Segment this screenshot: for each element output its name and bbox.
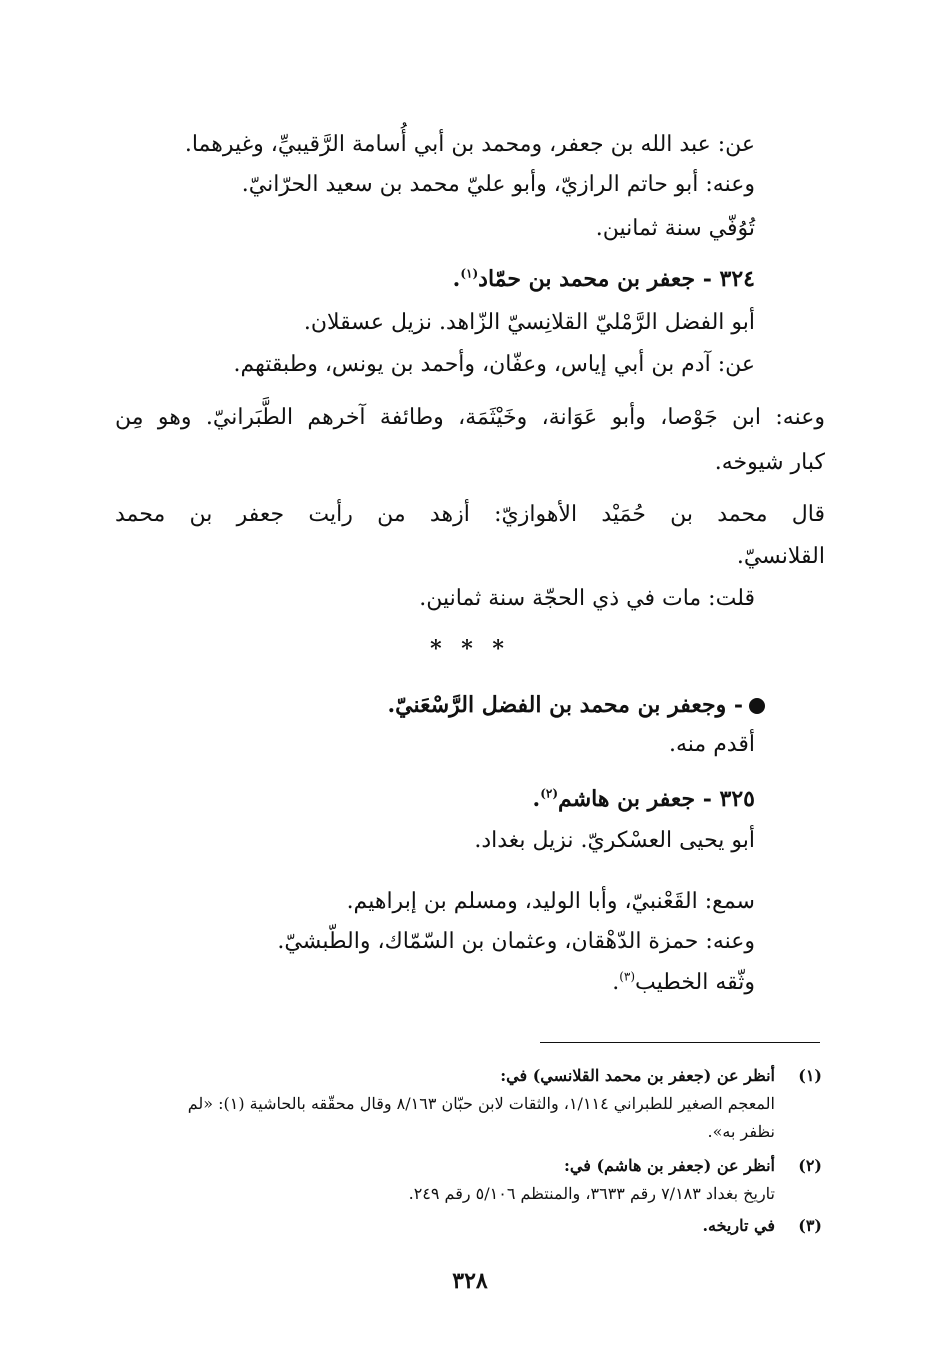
line-older: أقدم منه. <box>668 732 755 757</box>
footnote-1-line-1: أنظر عن (جعفر بن محمد القلانسي) في: <box>500 1066 775 1085</box>
footnote-1-line-3: نظفر به». <box>707 1122 775 1141</box>
line-quote-ahwazi: قال محمد بن حُمَيْد الأهوازيّ: أزهد من رأيت جعفر بن محمد <box>115 502 825 527</box>
footnote-1-line-2: المعجم الصغير للطبراني ١/١١٤، والثقات لابن حبّان ٨/١٦٣ وقال محقّقه بالحاشية (١): «لم <box>187 1094 775 1113</box>
footnote-rule <box>540 1042 820 1043</box>
footnote-2-number: (٢) <box>798 1156 822 1175</box>
footnote-2-line-2: تاريخ بغداد ٧/١٨٣ رقم ٣٦٣٣، والمنتظم ٥/١٠٦ رقم ٢٤٩. <box>408 1184 775 1203</box>
section-divider-stars: * * * <box>430 636 510 662</box>
entry-324-heading: ٣٢٤ - جعفر بن محمد بن حمّاد$^{(١)}$. <box>452 266 755 292</box>
line-death-note: قلت: مات في ذي الحجّة سنة ثمانين. <box>419 586 755 611</box>
line-kunya-324: أبو الفضل الرَّمْليّ القلانِسيّ الزّاهد. نزيل عسقلان. <box>303 310 755 335</box>
footnote-2-line-1: أنظر عن (جعفر بن هاشم) في: <box>564 1156 775 1175</box>
line-students-325: وعنه: حمزة الدّهْقان، وعثمان بن السّمّاك، والطّبشيّ. <box>277 929 755 954</box>
page-number: ٣٢٨ <box>452 1268 488 1294</box>
line-narrators-from: عن: عبد الله بن جعفر، ومحمد بن أبي أُسامة الرَّقيبيِّ، وغيرهما. <box>184 132 755 157</box>
line-students-324: وعنه: ابن جَوْصا، وأبو عَوَانة، وخَيْثَمَة، وطائفة آخرهم الطَّبَرانيّ. وهو مِن <box>115 405 825 430</box>
entry-325-heading: ٣٢٥ - جعفر بن هاشم$^{(٢)}$. <box>532 786 755 812</box>
line-quote-ahwazi-cont: القلانسيّ. <box>736 544 825 569</box>
entry-bullet-heading: - وجعفر بن محمد بن الفضل الرَّسْعَنيّ. <box>387 690 765 720</box>
line-trusted: وثّقه الخطيب$^{(٣)}$. <box>612 969 755 995</box>
line-students-324-cont: كبار شيوخه. <box>714 450 825 475</box>
line-kunya-325: أبو يحيى العسْكريّ. نزيل بغداد. <box>474 828 755 853</box>
line-heard-325: سمع: القَعْنبيّ، وأبا الوليد، ومسلم بن إبراهيم. <box>346 889 755 914</box>
bullet-icon <box>749 698 765 714</box>
footnote-1-number: (١) <box>798 1066 822 1085</box>
line-narrated-by: وعنه: أبو حاتم الرازيّ، وأبو عليّ محمد بن سعيد الحرّانيّ. <box>241 172 755 197</box>
line-from-324: عن: آدم بن أبي إياس، وعفّان، وأحمد بن يونس، وطبقتهم. <box>233 352 755 377</box>
line-death-year: تُوُفّي سنة ثمانين. <box>595 216 755 241</box>
footnote-3-number: (٣) <box>798 1216 822 1235</box>
footnote-3-line-1: في تاريخه. <box>702 1216 775 1235</box>
